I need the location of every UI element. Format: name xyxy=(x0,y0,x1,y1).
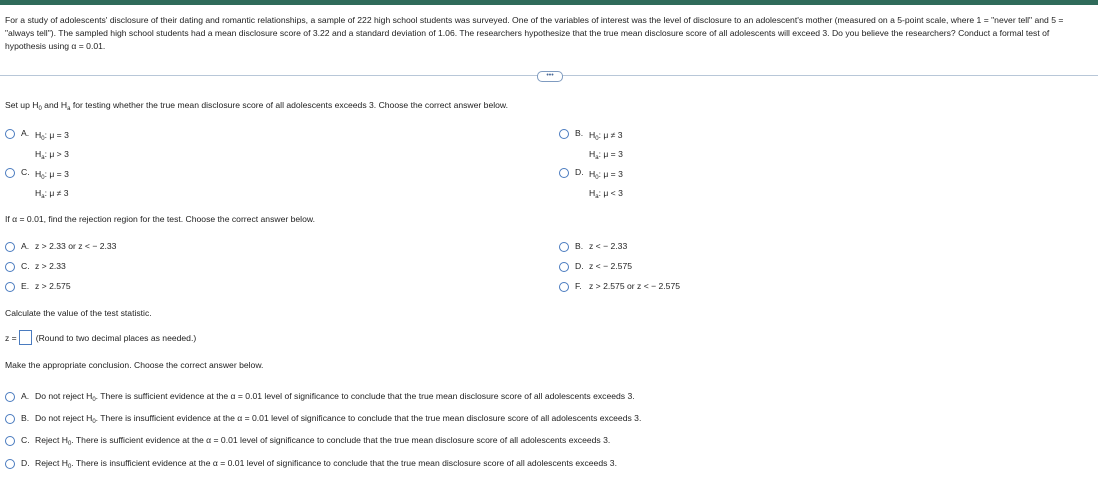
q3-prompt: Calculate the value of the test statistic. xyxy=(5,308,152,318)
q2-option-f[interactable]: F. z > 2.575 or z < − 2.575 xyxy=(559,281,680,292)
radio-button[interactable] xyxy=(5,282,15,292)
q2-option-c[interactable]: C. z > 2.33 xyxy=(5,261,66,272)
q1-option-b[interactable]: B. $H_0$: μ ≠ 3 $H_a$: μ = 3 xyxy=(559,128,623,166)
q4-option-b[interactable]: B. Do not reject $H_0$. There is insufficient evidence at the α = 0.01 level of significance to conclude that the true mean disclosure score of all adolescents exceeds 3. xyxy=(5,413,641,425)
q2-option-a[interactable]: A. z > 2.33 or z < − 2.33 xyxy=(5,241,116,252)
q2-prompt: If α = 0.01, find the rejection region for the test. Choose the correct answer below. xyxy=(5,214,315,224)
radio-button[interactable] xyxy=(5,392,15,402)
radio-button[interactable] xyxy=(559,242,569,252)
q4-option-d[interactable]: D. Reject $H_0$. There is insufficient evidence at the α = 0.01 level of significance to conclude that the true mean disclosure score of all adolescents exceeds 3. xyxy=(5,458,617,470)
problem-statement: For a study of adolescents' disclosure of their dating and romantic relationships, a sample of 222 high school students was surveyed. One of the variables of interest was the level of disclosure to an adolescent's mother (measured on a 5-point scale, where 1 = "never tell" and 5 = "always tell"). The sampled high school students had a mean disclosure score of 3.22 and a standard deviation of 1.06. The researchers hypothesize that the true mean disclosure score of all adolescents will exceed 3. Do you believe the researchers? Conduct a formal test of hypothesis using α = 0.01. xyxy=(5,15,1064,51)
radio-button[interactable] xyxy=(559,282,569,292)
radio-button[interactable] xyxy=(5,414,15,424)
radio-button[interactable] xyxy=(5,129,15,139)
radio-button[interactable] xyxy=(5,262,15,272)
more-button[interactable]: ••• xyxy=(537,71,563,82)
q4-prompt: Make the appropriate conclusion. Choose the correct answer below. xyxy=(5,360,264,370)
radio-button[interactable] xyxy=(559,129,569,139)
q4-option-a[interactable]: A. Do not reject $H_0$. There is sufficient evidence at the α = 0.01 level of significance to conclude that the true mean disclosure score of all adolescents exceeds 3. xyxy=(5,391,635,403)
radio-button[interactable] xyxy=(5,168,15,178)
q2-option-d[interactable]: D. z < − 2.575 xyxy=(559,261,632,272)
z-input[interactable] xyxy=(19,330,32,345)
top-bar xyxy=(0,0,1098,5)
radio-button[interactable] xyxy=(559,262,569,272)
q1-option-d[interactable]: D. $H_0$: μ = 3 $H_a$: μ < 3 xyxy=(559,167,623,205)
z-label: z = xyxy=(5,332,17,343)
q1-option-a[interactable]: A. $H_0$: μ = 3 $H_a$: μ > 3 xyxy=(5,128,69,166)
q2-option-b[interactable]: B. z < − 2.33 xyxy=(559,241,627,252)
radio-button[interactable] xyxy=(5,436,15,446)
q1-prompt: Set up $H_0$ and $H_a$ for testing whether the true mean disclosure score of all adolescents exceeds 3. Choose the correct answer below. xyxy=(5,100,509,112)
radio-button[interactable] xyxy=(5,242,15,252)
radio-button[interactable] xyxy=(559,168,569,178)
radio-button[interactable] xyxy=(5,459,15,469)
q1-option-c[interactable]: C. $H_0$: μ = 3 $H_a$: μ ≠ 3 xyxy=(5,167,69,205)
q4-option-c[interactable]: C. Reject $H_0$. There is sufficient evidence at the α = 0.01 level of significance to conclude that the true mean disclosure score of all adolescents exceeds 3. xyxy=(5,435,610,447)
z-answer-row xyxy=(5,330,196,345)
q2-option-e[interactable]: E. z > 2.575 xyxy=(5,281,71,292)
round-hint: (Round to two decimal places as needed.) xyxy=(35,332,197,343)
